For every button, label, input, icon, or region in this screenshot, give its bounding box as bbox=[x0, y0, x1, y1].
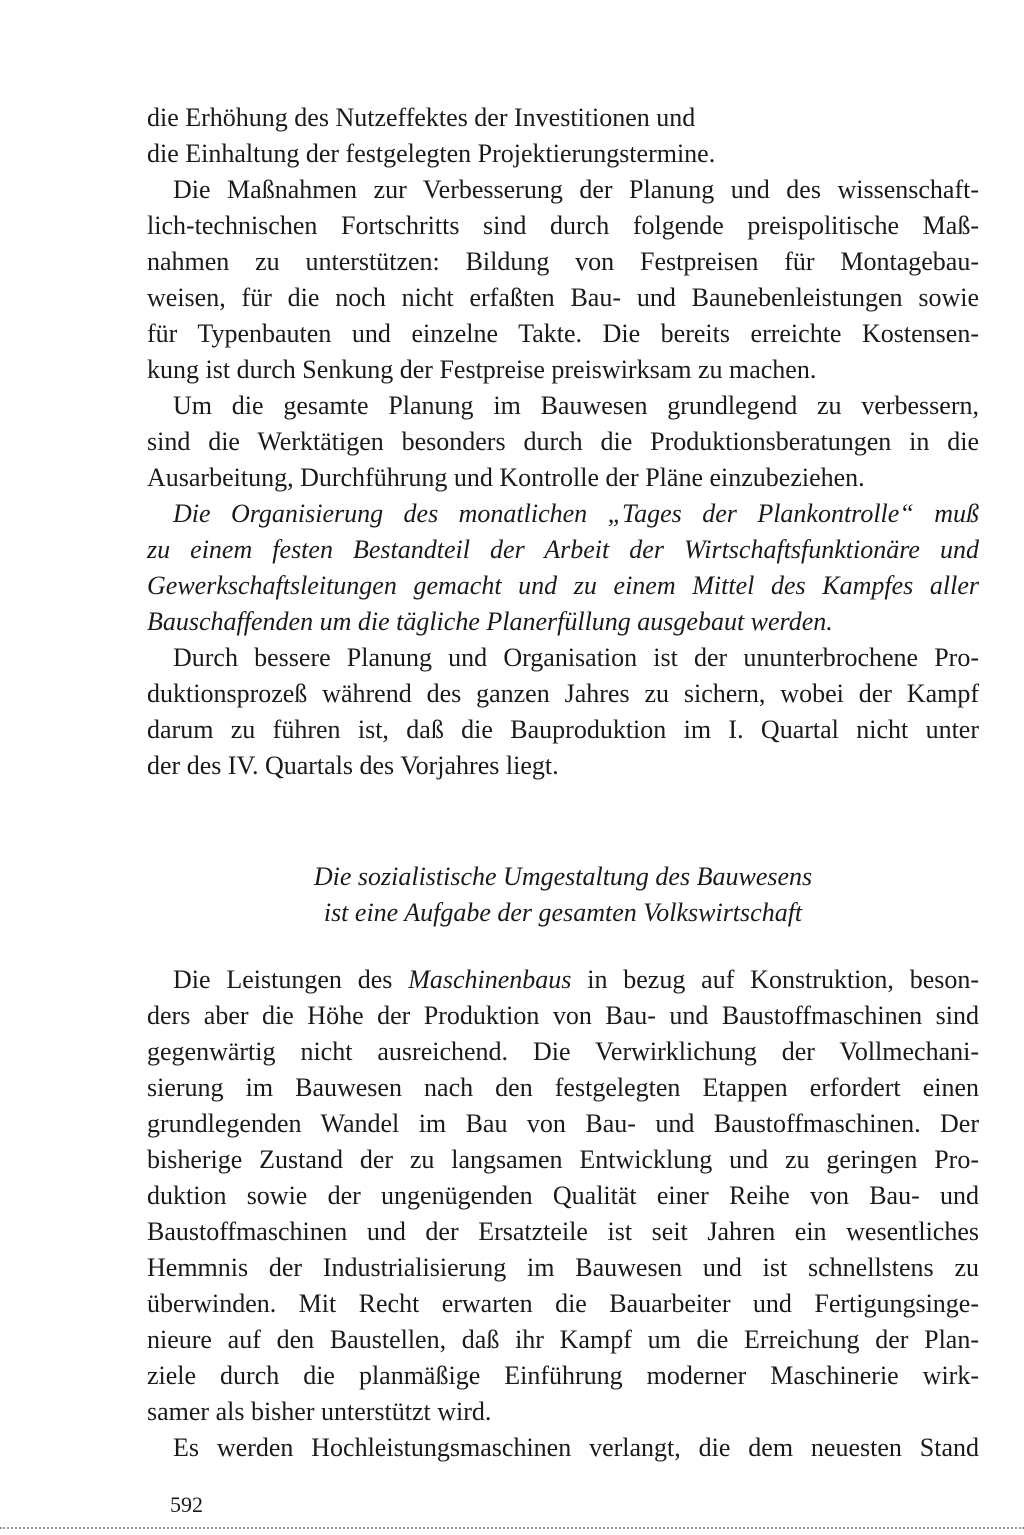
text-line: Durch bessere Planung und Organisation ist der ununterbrochene Pro- bbox=[173, 643, 979, 672]
text-run: Die Leistungen des bbox=[173, 965, 393, 994]
text-line: weisen, für die noch nicht erfaßten Bau- und Baunebenleistungen sowie bbox=[147, 283, 979, 312]
text-run: in bezug auf Konstruktion, beson- bbox=[587, 965, 980, 994]
text-line: lich-technischen Fortschritts sind durch folgende preispolitische Maß- bbox=[147, 211, 979, 240]
text-line: ziele durch die planmäßige Einführung moderner Maschinerie wirk- bbox=[147, 1361, 979, 1390]
emphasis-term: Maschinenbaus bbox=[408, 965, 572, 994]
text-line: für Typenbauten und einzelne Takte. Die bereits erreichte Kostensen- bbox=[147, 319, 979, 348]
text-line: nieure auf den Baustellen, daß ihr Kampf um die Erreichung der Plan- bbox=[147, 1325, 979, 1354]
text-line: darum zu führen ist, daß die Bauproduktion im I. Quartal nicht unter bbox=[147, 715, 979, 744]
text-line bbox=[147, 962, 979, 997]
section-heading-line-2: ist eine Aufgabe der gesamten Volkswirtschaft bbox=[323, 898, 803, 927]
text-line: duktionsprozeß während des ganzen Jahres zu sichern, wobei der Kampf bbox=[147, 679, 979, 708]
text-line: die Erhöhung des Nutzeffektes der Investitionen und bbox=[147, 103, 696, 132]
section-heading-line-1: Die sozialistische Umgestaltung des Bauwesens bbox=[313, 862, 813, 891]
text-line: duktion sowie der ungenügenden Qualität einer Reihe von Bau- und bbox=[147, 1181, 979, 1210]
text-line: Es werden Hochleistungsmaschinen verlangt, die dem neuesten Stand bbox=[173, 1433, 979, 1462]
text-line: Um die gesamte Planung im Bauwesen grundlegend zu verbessern, bbox=[173, 391, 979, 420]
text-line: überwinden. Mit Recht erwarten die Bauarbeiter und Fertigungsinge- bbox=[147, 1289, 979, 1318]
text-line: gegenwärtig nicht ausreichend. Die Verwirklichung der Vollmechani- bbox=[147, 1037, 979, 1066]
text-line: kung ist durch Senkung der Festpreise preiswirksam zu machen. bbox=[147, 355, 817, 384]
text-line: Die Maßnahmen zur Verbesserung der Planung und des wissenschaft- bbox=[173, 175, 979, 204]
text-line: nahmen zu unterstützen: Bildung von Festpreisen für Montagebau- bbox=[147, 247, 979, 276]
text-line: bisherige Zustand der zu langsamen Entwicklung und zu geringen Pro- bbox=[147, 1145, 979, 1174]
text-line: die Einhaltung der festgelegten Projektierungstermine. bbox=[147, 139, 716, 168]
italic-text-line: zu einem festen Bestandteil der Arbeit der Wirtschaftsfunktionäre und bbox=[147, 535, 979, 564]
scan-edge-divider bbox=[0, 1527, 1024, 1529]
italic-text-line: Die Organisierung des monatlichen „Tages der Plankontrolle“ muß bbox=[173, 499, 979, 528]
text-line: sierung im Bauwesen nach den festgelegten Etappen erfordert einen bbox=[147, 1073, 979, 1102]
italic-text-line: Bauschaffenden um die tägliche Planerfüllung ausgebaut werden. bbox=[147, 607, 833, 636]
italic-text-line: Gewerkschaftsleitungen gemacht und zu einem Mittel des Kampfes aller bbox=[147, 571, 979, 600]
page-number: 592 bbox=[170, 1492, 203, 1517]
text-line: Ausarbeitung, Durchführung und Kontrolle der Pläne einzubeziehen. bbox=[147, 463, 865, 492]
text-line: Baustoffmaschinen und der Ersatzteile ist seit Jahren ein wesentliches bbox=[147, 1217, 979, 1246]
text-line: ders aber die Höhe der Produktion von Bau- und Baustoffmaschinen sind bbox=[147, 1001, 979, 1030]
text-line: sind die Werktätigen besonders durch die Produktionsberatungen in die bbox=[147, 427, 979, 456]
text-line: der des IV. Quartals des Vorjahres liegt. bbox=[147, 751, 559, 780]
text-line: Hemmnis der Industrialisierung im Bauwesen und ist schnellstens zu bbox=[147, 1253, 979, 1282]
text-line: samer als bisher unterstützt wird. bbox=[147, 1397, 492, 1426]
text-line: grundlegenden Wandel im Bau von Bau- und Baustoffmaschinen. Der bbox=[147, 1109, 979, 1138]
